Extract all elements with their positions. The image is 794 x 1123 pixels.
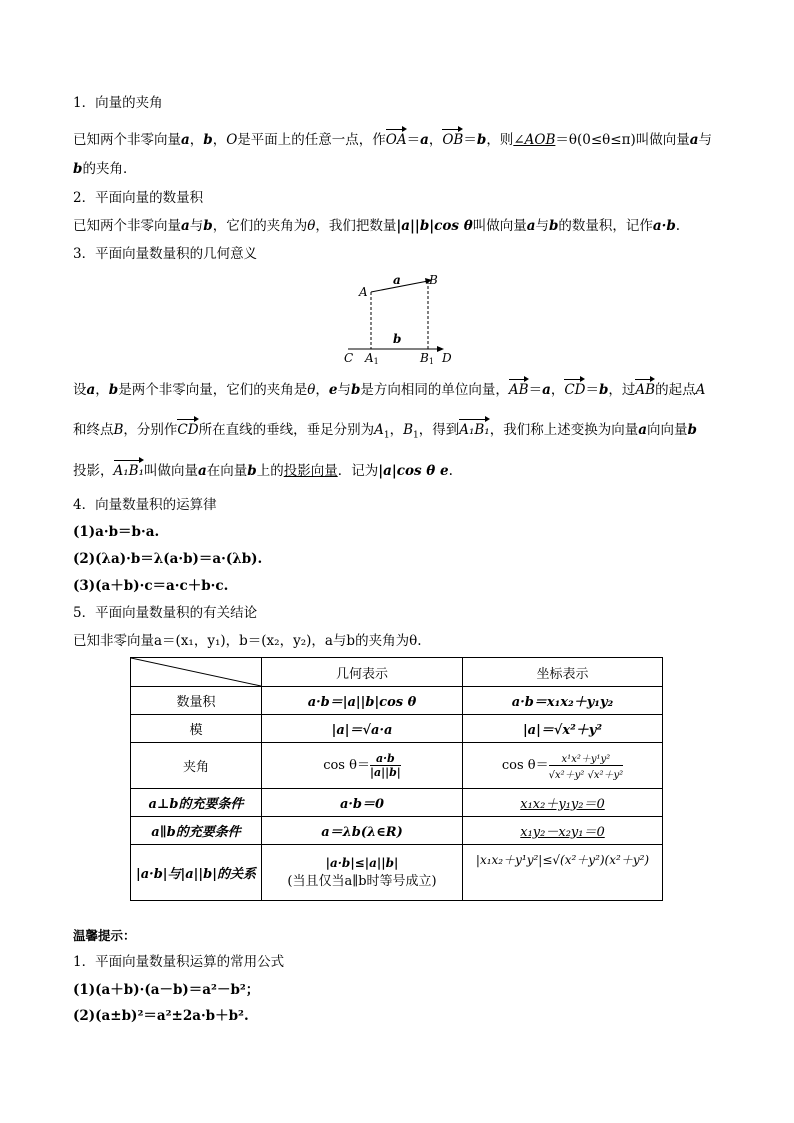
table-row [131,817,663,845]
table-row [131,789,663,817]
formula-2: (2)(a±b)²＝a²±2a·b＋b². [73,1008,249,1024]
section-1-line-1: 已知两个非零向量a，b，O是平面上的任意一点，作OA＝a，OB＝b，则∠AOB＝θ(0≤θ≤π)叫做向量a与 [73,132,712,148]
label-B: B [429,273,438,287]
section-1-line-2: b的夹角． [73,161,137,177]
law-2: (2)(λa)·b＝λ(a·b)＝a·(λb). [73,551,263,567]
section-3-title: 3．平面向量数量积的几何意义 [73,246,258,262]
row-name: a⊥b的充要条件 [131,789,262,817]
table-row [131,743,663,789]
header-coordinate: 坐标表示 [463,658,663,687]
row-geo: a·b＝|a||b|cos θ [262,687,463,715]
tips-title: 温馨提示： [73,928,136,943]
section-5-title: 5．平面向量数量积的有关结论 [73,605,258,621]
table-header-row [131,658,663,687]
section-3-para-line-2: 和终点B，分别作CD所在直线的垂线，垂足分别为$A_1$，$B_1$，得到A₁B₁，我们称上述变换为向量a向向量b [73,422,697,441]
section-3-para-line-1: 设a，b是两个非零向量，它们的夹角是θ，e与b是方向相同的单位向量，AB＝a，CD＝b，过AB的起点A [73,382,706,398]
section-3-para-line-3: 投影，A₁B₁叫做向量a在向量b上的投影向量．记为|a|cos θ e. [73,463,453,479]
label-b: b [393,332,402,346]
row-coord: a·b＝x₁x₂＋y₁y₂ [463,687,663,715]
section-1-title: 1．向量的夹角 [73,95,163,111]
section-5-intro: 已知非零向量a＝(x₁，y₁)，b＝(x₂，y₂)，a与b的夹角为θ. [73,633,422,649]
tips-line-1: 1．平面向量数量积运算的常用公式 [73,954,285,970]
row-geo: a＝λb(λ∈R) [262,817,463,845]
projection-figure [340,270,460,365]
label-A: A [359,285,368,299]
row-geo: cos θ＝ $\frac{a\cdot b}{|a||b|}$ [262,743,463,789]
row-coord: cos θ＝ $\frac{\text{x¹x²＋y¹y²}}{\text{√x²＋y² √x²＋y²}}$ [463,743,663,789]
row-geo: |a|＝√a·a [262,715,463,743]
law-1: (1)a·b＝b·a. [73,524,160,540]
row-geo: |a·b|≤|a||b| (当且仅当a∥b时等号成立) [262,845,463,901]
law-3: (3)(a＋b)·c＝a·c＋b·c. [73,578,229,594]
row-coord: |x₁x₂＋y¹y²|≤√(x²＋y²)(x²＋y²) [463,845,663,901]
table-row [131,687,663,715]
row-name: 数量积 [131,687,262,715]
section-4-title: 4．向量数量积的运算律 [73,497,217,513]
row-name: 夹角 [131,743,262,789]
row-geo: a·b＝0 [262,789,463,817]
section-2-title: 2．平面向量的数量积 [73,190,204,206]
row-name: 模 [131,715,262,743]
header-diagonal-cell [131,658,262,687]
row-coord: |a|＝√x²＋y² [463,715,663,743]
row-coord: x₁y₂－x₂y₁＝0 [463,817,663,845]
conclusions-table [130,657,663,901]
label-D: D [442,351,452,365]
formula-1: (1)(a＋b)·(a－b)＝a²－b²； [73,982,260,998]
label-B1: B1 [420,351,434,365]
row-coord: x₁x₂＋y₁y₂＝0 [463,789,663,817]
table-row [131,715,663,743]
label-C: C [344,351,354,365]
section-2-text: 已知两个非零向量a与b，它们的夹角为θ，我们把数量|a||b|cos θ叫做向量a与b的数量积，记作a·b. [73,218,681,234]
row-name: |a·b|与|a||b|的关系 [131,845,262,901]
header-geometric: 几何表示 [262,658,463,687]
label-a: a [393,273,401,287]
row-name: a∥b的充要条件 [131,817,262,845]
table-row [131,845,663,901]
label-A1: A1 [365,351,379,365]
